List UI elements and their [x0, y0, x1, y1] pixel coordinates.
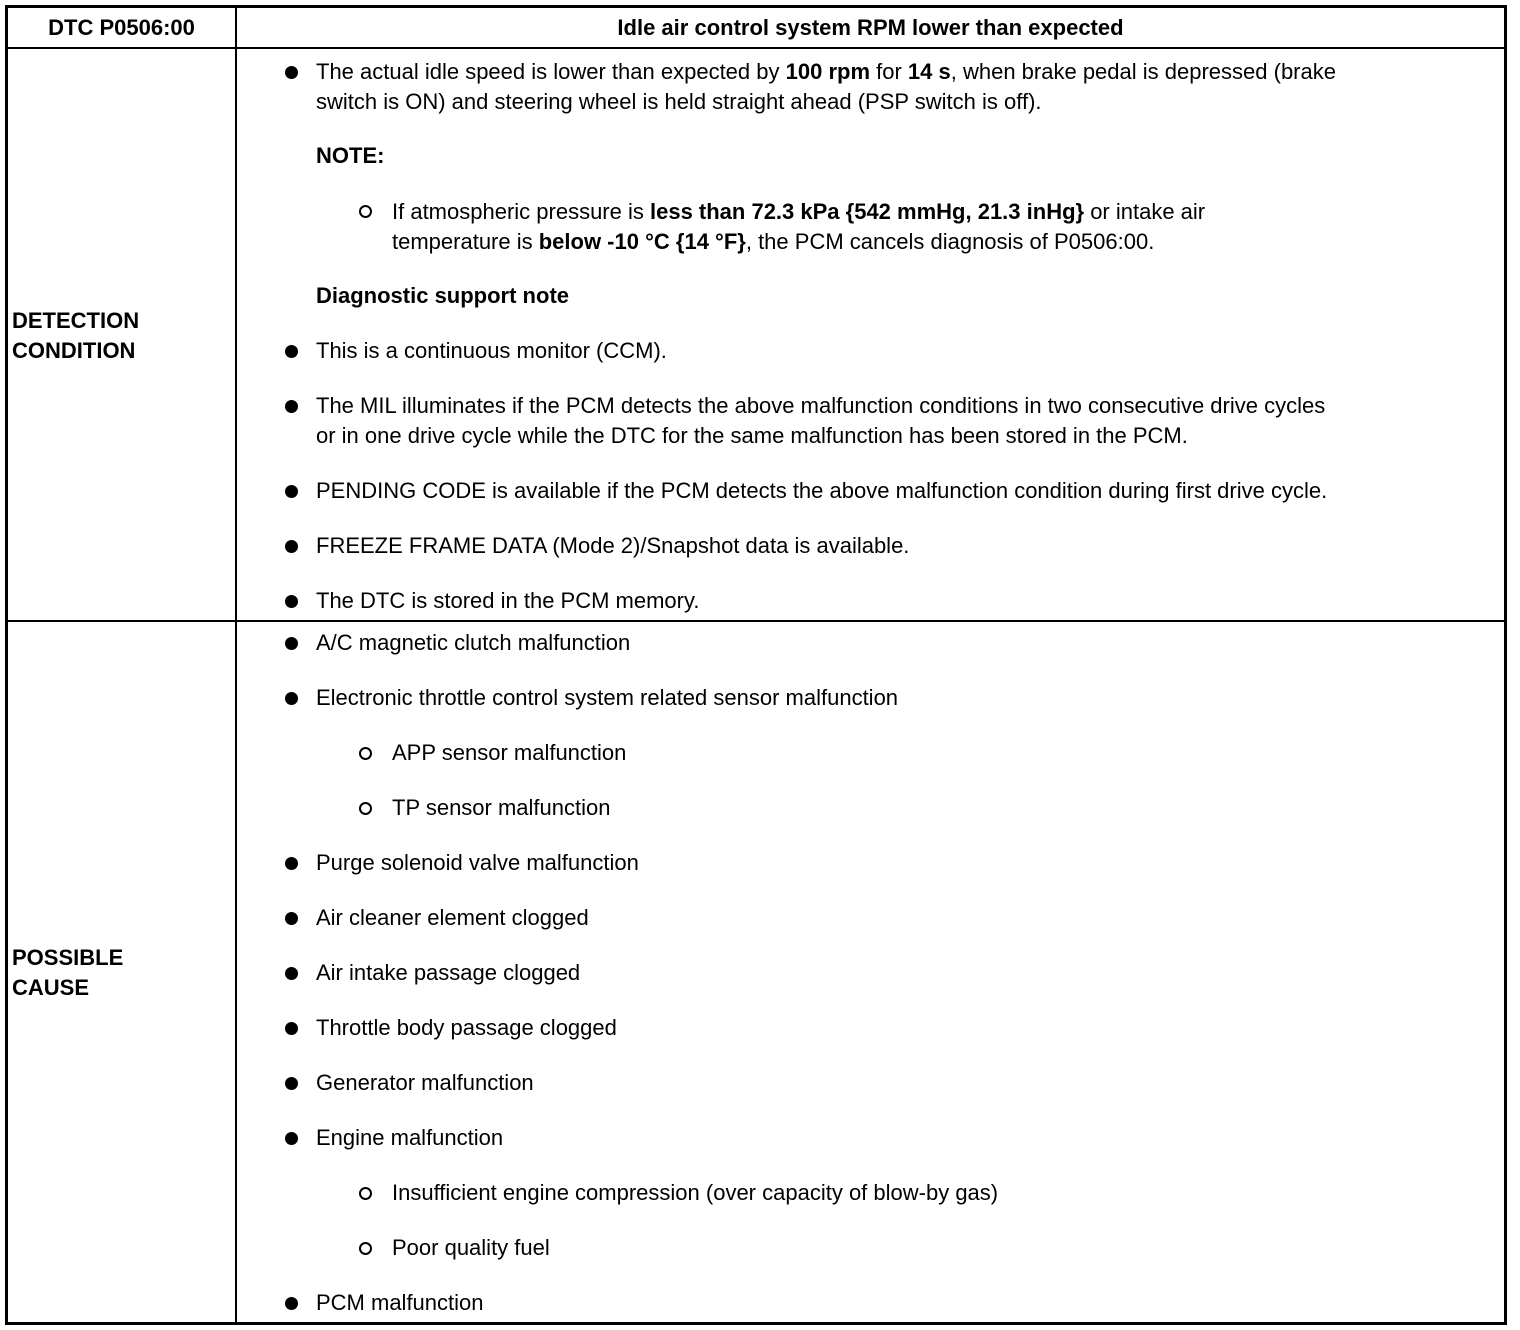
cause-item: Generator malfunction: [316, 1070, 534, 1095]
row-divider: [5, 620, 1507, 622]
cause-item: Electronic throttle control system related sensor malfunction: [316, 685, 899, 710]
time-threshold: 14 s: [907, 59, 951, 84]
note-heading: [316, 141, 384, 171]
support-note-heading-text: Diagnostic support note: [316, 283, 569, 308]
sub-bullet-icon: [359, 205, 372, 218]
detection-label-line2: CONDITION: [12, 338, 136, 363]
header-divider: [5, 47, 1507, 49]
cause-sub-item: Insufficient engine compression (over capacity of blow-by gas): [392, 1180, 999, 1205]
detection-bullet-3-line2: or in one drive cycle while the DTC for the same malfunction has been stored in the PCM.: [316, 423, 1188, 448]
detection-bullet-1-line2: switch is ON) and steering wheel is held straight ahead (PSP switch is off).: [316, 89, 1042, 114]
cause-item: Purge solenoid valve malfunction: [316, 850, 639, 875]
pressure-threshold: less than 72.3 kPa {542 mmHg, 21.3 inHg}: [649, 199, 1085, 224]
detection-text: The actual idle speed is lower than expected by: [316, 59, 786, 84]
detection-bullet-6: The DTC is stored in the PCM memory.: [316, 588, 700, 613]
detection-condition-label: [12, 306, 139, 366]
bullet-icon: [285, 1297, 298, 1310]
bullet-icon: [285, 595, 298, 608]
cause-label-line1: POSSIBLE: [12, 945, 124, 970]
sub-bullet-icon: [359, 802, 372, 815]
cause-label-line2: CAUSE: [12, 975, 90, 1000]
dtc-code-header: DTC P0506:00: [48, 15, 195, 40]
cause-item: Engine malfunction: [316, 1125, 504, 1150]
sub-bullet-icon: [359, 747, 372, 760]
support-note-heading: [316, 281, 569, 311]
cause-item: Air cleaner element clogged: [316, 905, 589, 930]
detection-bullet-4: PENDING CODE is available if the PCM detects the above malfunction condition during first drive cycle.: [316, 478, 1328, 503]
bullet-icon: [285, 912, 298, 925]
bullet-icon: [285, 66, 298, 79]
cause-sub-item: Poor quality fuel: [392, 1235, 550, 1260]
cause-item: Throttle body passage clogged: [316, 1015, 617, 1040]
cause-item: A/C magnetic clutch malfunction: [316, 630, 631, 655]
possible-cause-label: [12, 943, 123, 1003]
bullet-icon: [285, 1077, 298, 1090]
note-text: If atmospheric pressure is: [392, 199, 650, 224]
cause-item: Air intake passage clogged: [316, 960, 581, 985]
detection-text: for: [870, 59, 908, 84]
detection-bullet-2: This is a continuous monitor (CCM).: [316, 338, 667, 363]
idle-speed-threshold: 100 rpm: [785, 59, 871, 84]
detection-label-line1: DETECTION: [12, 308, 140, 333]
detection-bullet-1-line1: [316, 57, 1336, 87]
cause-sub-item: TP sensor malfunction: [392, 795, 611, 820]
bullet-icon: [285, 1022, 298, 1035]
cause-item: PCM malfunction: [316, 1290, 484, 1315]
bullet-icon: [285, 967, 298, 980]
note-text: , the PCM cancels diagnosis of P0506:00.: [745, 229, 1155, 254]
bullet-icon: [285, 1132, 298, 1145]
note-line1: [392, 197, 1205, 227]
detection-text: , when brake pedal is depressed (brake: [950, 59, 1336, 84]
bullet-icon: [285, 485, 298, 498]
column-divider: [235, 5, 237, 1325]
note-heading-text: NOTE:: [316, 143, 385, 168]
note-text: or intake air: [1084, 199, 1206, 224]
bullet-icon: [285, 637, 298, 650]
sub-bullet-icon: [359, 1242, 372, 1255]
cause-sub-item: APP sensor malfunction: [392, 740, 627, 765]
dtc-title-header: Idle air control system RPM lower than expected: [617, 15, 1124, 40]
bullet-icon: [285, 692, 298, 705]
detection-bullet-5: FREEZE FRAME DATA (Mode 2)/Snapshot data is available.: [316, 533, 910, 558]
note-text: temperature is: [392, 229, 539, 254]
bullet-icon: [285, 857, 298, 870]
bullet-icon: [285, 400, 298, 413]
sub-bullet-icon: [359, 1187, 372, 1200]
note-line2: [392, 227, 1154, 257]
temperature-threshold: below -10 °C {14 °F}: [538, 229, 746, 254]
detection-bullet-3-line1: The MIL illuminates if the PCM detects the above malfunction conditions in two consecutive drive cycles: [316, 393, 1326, 418]
bullet-icon: [285, 540, 298, 553]
bullet-icon: [285, 345, 298, 358]
